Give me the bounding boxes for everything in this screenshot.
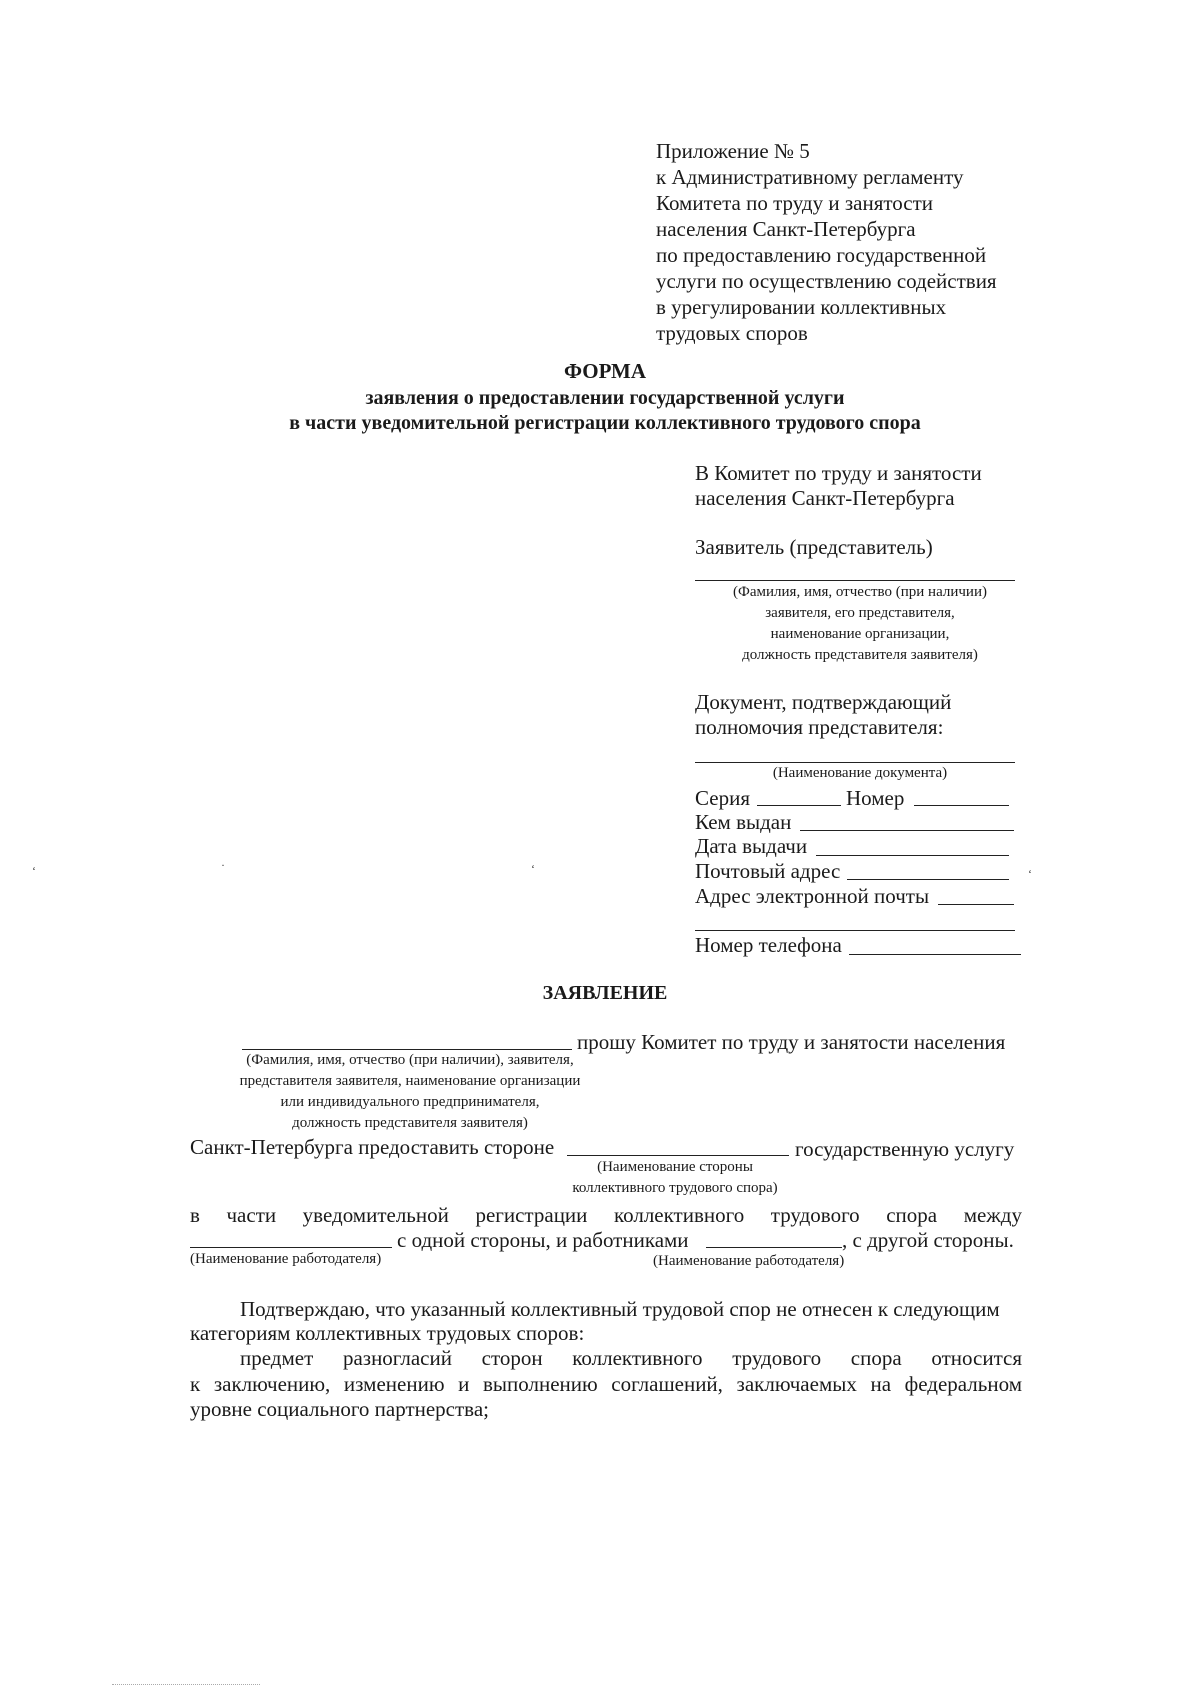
confirm-line-2: категориям коллективных трудовых споров: [190,1321,585,1345]
statement-caption-1 [185,1050,635,1134]
appendix-line: по предоставлению государственной [656,243,987,267]
confirm-line-1: Подтверждаю, что указанный коллективный трудовой спор не отнесен к следующим [240,1297,1000,1321]
issue-date-field[interactable] [816,855,1009,856]
addressee-line-2: населения Санкт-Петербурга [695,486,955,510]
phone-field[interactable] [849,954,1021,955]
scan-edge-mark [112,1684,260,1685]
employer-name-field-1[interactable] [190,1247,392,1248]
appendix-line: Комитета по труду и занятости [656,191,934,215]
caption-line: заявителя, его представителя, [765,605,955,621]
form-subtitle-2: в части уведомительной регистрации коллективного трудового спора [289,412,921,434]
number-label: Номер [846,786,905,810]
postal-address-label: Почтовый адрес [695,859,841,883]
party-name-field[interactable] [567,1155,789,1156]
appendix-line: трудовых споров [656,321,808,345]
item-line-3: уровне социального партнерства; [190,1397,489,1421]
doc-label-1: Документ, подтверждающий [695,690,952,714]
appendix-line: Приложение № 5 [656,139,810,163]
statement-line-4-mid: с одной стороны, и работниками [397,1228,689,1252]
email-field-continuation[interactable] [695,930,1015,931]
phone-label: Номер телефона [695,933,842,957]
scan-speck: ‘ [531,862,535,876]
statement-line-4-end: , с другой стороны. [842,1228,1014,1252]
postal-address-field[interactable] [847,879,1009,880]
appendix-line: в урегулировании коллективных [656,295,947,319]
statement-title: ЗАЯВЛЕНИЕ [542,982,668,1004]
item-line-1: предмет разногласий сторон коллективного трудового спора относится [240,1346,1022,1370]
appendix-line: услуги по осуществлению содействия [656,269,997,293]
caption-line: или индивидуального предпринимателя, [280,1094,540,1110]
doc-label-2: полномочия представителя: [695,715,944,739]
email-label: Адрес электронной почты [695,884,930,908]
caption-line: должность представителя заявителя) [292,1115,528,1131]
document-caption: (Наименование документа) [772,765,948,781]
statement-line-3: в части уведомительной регистрации коллективного трудового спора между [190,1203,1022,1227]
caption-line: представителя заявителя, наименование организации [239,1073,581,1089]
statement-line-1: прошу Комитет по труду и занятости населения [577,1030,1006,1054]
item-line-2: к заключению, изменению и выполнению соглашений, заключаемых на федеральном [190,1372,1022,1396]
series-field[interactable] [757,805,841,806]
issued-by-field[interactable] [800,830,1014,831]
appendix-line: населения Санкт-Петербурга [656,217,916,241]
statement-line-2-left: Санкт-Петербурга предоставить стороне [190,1135,555,1159]
issued-by-label: Кем выдан [695,810,792,834]
form-title: ФОРМА [563,359,647,383]
applicant-name-field[interactable] [695,580,1015,581]
employer-name-field-2[interactable] [706,1247,842,1248]
scan-speck: ‘ [32,864,36,878]
statement-caption-2 [540,1157,810,1199]
caption-line: (Фамилия, имя, отчество (при наличии) [733,584,987,600]
scan-speck: ‘ [1028,867,1032,881]
scan-speck: · [221,858,225,872]
applicant-label: Заявитель (представитель) [695,535,933,559]
form-subtitle-1: заявления о предоставлении государственной услуги [365,387,845,409]
caption-line: (Наименование стороны [597,1159,753,1175]
caption-line: коллективного трудового спора) [572,1180,778,1196]
series-label: Серия [695,786,750,810]
caption-line: наименование организации, [770,626,950,642]
appendix-line: к Административному регламенту [656,165,964,189]
number-field[interactable] [914,805,1009,806]
applicant-caption [695,582,1025,666]
appendix-block [656,138,997,346]
email-field[interactable] [938,904,1014,905]
statement-line-2-right: государственную услугу [795,1137,1015,1161]
statement-caption-3-right: (Наименование работодателя) [653,1253,845,1269]
statement-caption-3-left: (Наименование работодателя) [190,1251,382,1267]
issue-date-label: Дата выдачи [695,834,808,858]
addressee-line-1: В Комитет по труду и занятости [695,461,982,485]
caption-line: должность представителя заявителя) [742,647,978,663]
caption-line: (Фамилия, имя, отчество (при наличии), заявителя, [246,1052,574,1068]
